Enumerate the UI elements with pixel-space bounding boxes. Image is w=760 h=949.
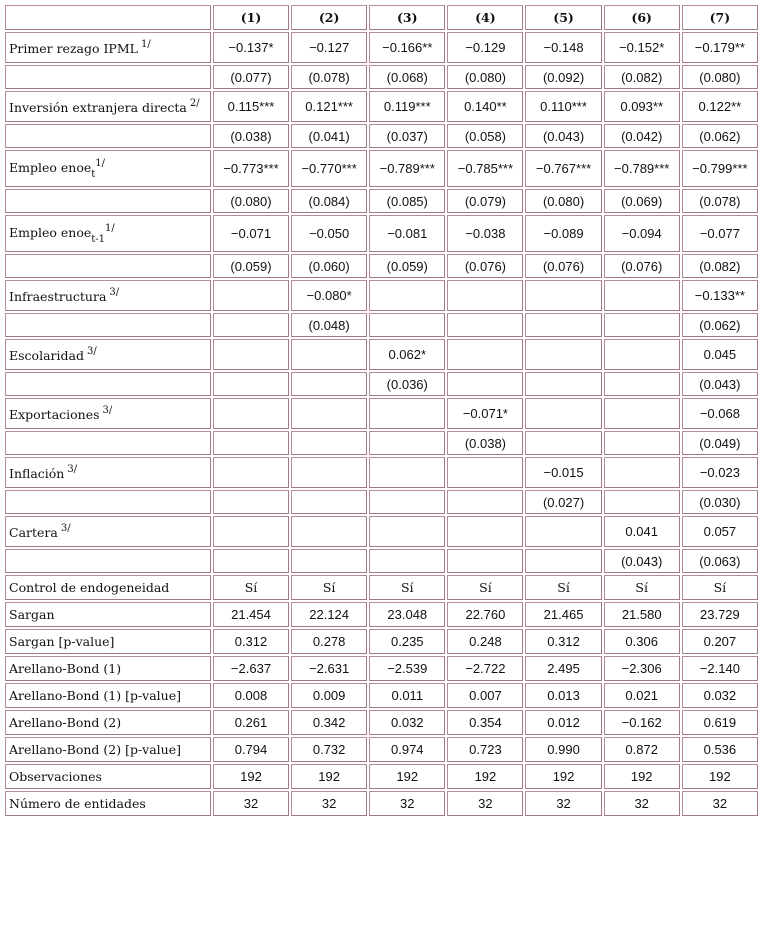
coefficient-cell <box>525 516 601 547</box>
empty-label-cell <box>5 313 211 337</box>
coefficient-cell <box>291 516 367 547</box>
standard-error-cell <box>213 431 289 455</box>
coefficient-cell: −0.148 <box>525 32 601 63</box>
empty-label-cell <box>5 431 211 455</box>
standard-error-cell: (0.078) <box>291 65 367 89</box>
statistic-cell: 21.454 <box>213 602 289 627</box>
coefficient-row <box>5 91 758 122</box>
statistic-cell: 0.261 <box>213 710 289 735</box>
standard-error-row <box>5 431 758 455</box>
standard-error-row <box>5 124 758 148</box>
statistic-cell: −2.140 <box>682 656 758 681</box>
standard-error-cell: (0.043) <box>682 372 758 396</box>
standard-error-cell: (0.048) <box>291 313 367 337</box>
statistic-cell: 0.012 <box>525 710 601 735</box>
statistic-label: Arellano-Bond (1) [p-value] <box>5 683 211 708</box>
standard-error-cell: (0.063) <box>682 549 758 573</box>
statistic-row <box>5 791 758 816</box>
statistic-cell: −2.637 <box>213 656 289 681</box>
variable-label <box>5 280 211 311</box>
standard-error-row <box>5 490 758 514</box>
standard-error-cell: (0.069) <box>604 189 680 213</box>
column-header: (3) <box>369 5 445 30</box>
statistic-cell: 192 <box>213 764 289 789</box>
footnote-marker: 3/ <box>67 464 78 475</box>
statistic-row <box>5 764 758 789</box>
coefficient-cell: 0.119*** <box>369 91 445 122</box>
statistic-cell: 192 <box>447 764 523 789</box>
standard-error-cell <box>213 490 289 514</box>
coefficient-cell: −0.015 <box>525 457 601 488</box>
statistic-cell: −2.722 <box>447 656 523 681</box>
coefficient-cell: −0.127 <box>291 32 367 63</box>
statistic-cell: 21.465 <box>525 602 601 627</box>
standard-error-cell: (0.078) <box>682 189 758 213</box>
standard-error-cell: (0.084) <box>291 189 367 213</box>
coefficient-cell <box>369 398 445 429</box>
standard-error-cell: (0.062) <box>682 124 758 148</box>
coefficient-row <box>5 339 758 370</box>
standard-error-row <box>5 65 758 89</box>
variable-label <box>5 32 211 63</box>
table-body <box>5 5 758 816</box>
coefficient-cell: −0.773*** <box>213 150 289 187</box>
coefficient-cell: 0.110*** <box>525 91 601 122</box>
standard-error-cell <box>525 549 601 573</box>
statistic-label: Arellano-Bond (2) <box>5 710 211 735</box>
statistic-cell: 22.760 <box>447 602 523 627</box>
statistic-cell: 0.032 <box>682 683 758 708</box>
standard-error-cell <box>447 372 523 396</box>
standard-error-cell: (0.068) <box>369 65 445 89</box>
coefficient-cell: −0.038 <box>447 215 523 252</box>
column-header: (2) <box>291 5 367 30</box>
coefficient-cell: 0.045 <box>682 339 758 370</box>
coefficient-cell: −0.789*** <box>604 150 680 187</box>
standard-error-cell: (0.079) <box>447 189 523 213</box>
coefficient-cell: −0.068 <box>682 398 758 429</box>
coefficient-cell <box>525 339 601 370</box>
footnote-marker: 3/ <box>102 405 113 416</box>
coefficient-cell <box>447 516 523 547</box>
header-row <box>5 5 758 30</box>
coefficient-cell: −0.799*** <box>682 150 758 187</box>
standard-error-cell <box>369 549 445 573</box>
coefficient-row <box>5 280 758 311</box>
coefficient-cell <box>291 398 367 429</box>
footnote-marker: 3/ <box>60 523 71 534</box>
variable-name: Inflación <box>9 466 65 481</box>
coefficient-cell: −0.050 <box>291 215 367 252</box>
coefficient-cell <box>447 457 523 488</box>
standard-error-cell: (0.092) <box>525 65 601 89</box>
statistic-cell: 21.580 <box>604 602 680 627</box>
standard-error-cell: (0.060) <box>291 254 367 278</box>
statistic-cell: 0.872 <box>604 737 680 762</box>
statistic-cell: 32 <box>447 791 523 816</box>
standard-error-cell <box>447 313 523 337</box>
statistic-row <box>5 575 758 600</box>
statistic-cell: 192 <box>682 764 758 789</box>
coefficient-row <box>5 215 758 252</box>
coefficient-row <box>5 516 758 547</box>
statistic-cell: 0.619 <box>682 710 758 735</box>
statistic-label: Sargan <box>5 602 211 627</box>
coefficient-cell: 0.093** <box>604 91 680 122</box>
coefficient-cell <box>213 516 289 547</box>
standard-error-cell <box>447 490 523 514</box>
standard-error-cell: (0.059) <box>369 254 445 278</box>
standard-error-cell: (0.036) <box>369 372 445 396</box>
variable-name: Cartera <box>9 525 58 540</box>
statistic-label: Sargan [p-value] <box>5 629 211 654</box>
standard-error-cell <box>604 431 680 455</box>
coefficient-cell: 0.122** <box>682 91 758 122</box>
statistic-label: Número de entidades <box>5 791 211 816</box>
statistic-cell: Sí <box>525 575 601 600</box>
standard-error-cell <box>213 313 289 337</box>
coefficient-cell: −0.071 <box>213 215 289 252</box>
standard-error-cell: (0.082) <box>604 65 680 89</box>
coefficient-cell: −0.080* <box>291 280 367 311</box>
standard-error-cell: (0.038) <box>447 431 523 455</box>
standard-error-cell <box>604 372 680 396</box>
statistic-row <box>5 602 758 627</box>
statistic-cell: 32 <box>213 791 289 816</box>
standard-error-cell: (0.059) <box>213 254 289 278</box>
standard-error-cell <box>604 490 680 514</box>
statistic-cell: Sí <box>213 575 289 600</box>
variable-label <box>5 457 211 488</box>
statistic-label: Arellano-Bond (2) [p-value] <box>5 737 211 762</box>
statistic-cell: 32 <box>525 791 601 816</box>
statistic-cell: 192 <box>525 764 601 789</box>
coefficient-cell: 0.041 <box>604 516 680 547</box>
variable-subscript: t <box>91 168 96 180</box>
standard-error-row <box>5 189 758 213</box>
coefficient-cell <box>369 516 445 547</box>
statistic-cell: Sí <box>291 575 367 600</box>
coefficient-cell: −0.770*** <box>291 150 367 187</box>
standard-error-row <box>5 313 758 337</box>
standard-error-cell: (0.080) <box>447 65 523 89</box>
standard-error-cell <box>369 431 445 455</box>
statistic-cell: 0.013 <box>525 683 601 708</box>
variable-name: Inversión extranjera directa <box>9 100 187 115</box>
statistic-cell: Sí <box>604 575 680 600</box>
standard-error-row <box>5 254 758 278</box>
coefficient-cell: −0.081 <box>369 215 445 252</box>
coefficient-row <box>5 457 758 488</box>
variable-name: Infraestructura <box>9 289 107 304</box>
standard-error-row <box>5 372 758 396</box>
standard-error-cell <box>525 313 601 337</box>
statistic-cell: Sí <box>369 575 445 600</box>
empty-label-cell <box>5 124 211 148</box>
statistic-row <box>5 737 758 762</box>
statistic-cell: 23.729 <box>682 602 758 627</box>
coefficient-cell <box>213 280 289 311</box>
coefficient-cell: 0.140** <box>447 91 523 122</box>
coefficient-cell: −0.137* <box>213 32 289 63</box>
coefficient-cell: −0.152* <box>604 32 680 63</box>
coefficient-cell: −0.129 <box>447 32 523 63</box>
coefficient-cell <box>447 339 523 370</box>
standard-error-cell <box>604 313 680 337</box>
empty-label-cell <box>5 189 211 213</box>
coefficient-cell <box>447 280 523 311</box>
statistic-label: Arellano-Bond (1) <box>5 656 211 681</box>
column-header: (7) <box>682 5 758 30</box>
footnote-marker: 1/ <box>105 222 115 234</box>
coefficient-cell <box>604 457 680 488</box>
statistic-cell: 32 <box>369 791 445 816</box>
variable-label <box>5 516 211 547</box>
statistic-cell: −2.631 <box>291 656 367 681</box>
coefficient-cell: −0.789*** <box>369 150 445 187</box>
statistic-cell: 0.990 <box>525 737 601 762</box>
coefficient-cell <box>291 457 367 488</box>
statistic-cell: −2.306 <box>604 656 680 681</box>
standard-error-cell <box>213 549 289 573</box>
coefficient-cell: −0.089 <box>525 215 601 252</box>
statistic-cell: 23.048 <box>369 602 445 627</box>
statistic-cell: 0.732 <box>291 737 367 762</box>
coefficient-cell: −0.094 <box>604 215 680 252</box>
variable-name: Exportaciones <box>9 407 100 422</box>
statistic-cell: 0.011 <box>369 683 445 708</box>
statistic-cell: 0.248 <box>447 629 523 654</box>
standard-error-cell <box>291 549 367 573</box>
standard-error-cell: (0.058) <box>447 124 523 148</box>
statistic-cell: 0.032 <box>369 710 445 735</box>
statistic-cell: 0.021 <box>604 683 680 708</box>
coefficient-cell <box>604 339 680 370</box>
statistic-row <box>5 710 758 735</box>
coefficient-cell: −0.077 <box>682 215 758 252</box>
standard-error-cell: (0.085) <box>369 189 445 213</box>
statistic-cell: 22.124 <box>291 602 367 627</box>
coefficient-cell: −0.179** <box>682 32 758 63</box>
variable-subscript: t-1 <box>91 233 106 245</box>
column-header: (5) <box>525 5 601 30</box>
statistic-cell: 0.007 <box>447 683 523 708</box>
statistic-cell: 32 <box>682 791 758 816</box>
empty-label-cell <box>5 65 211 89</box>
standard-error-row <box>5 549 758 573</box>
standard-error-cell: (0.038) <box>213 124 289 148</box>
statistic-cell: 0.342 <box>291 710 367 735</box>
coefficient-cell <box>213 339 289 370</box>
statistic-row <box>5 683 758 708</box>
standard-error-cell <box>291 372 367 396</box>
statistic-label: Control de endogeneidad <box>5 575 211 600</box>
coefficient-cell: 0.121*** <box>291 91 367 122</box>
statistic-cell: 0.723 <box>447 737 523 762</box>
statistic-cell: 32 <box>604 791 680 816</box>
coefficient-row <box>5 32 758 63</box>
coefficient-cell <box>291 339 367 370</box>
empty-label-cell <box>5 254 211 278</box>
coefficient-cell: −0.023 <box>682 457 758 488</box>
coefficient-cell: −0.785*** <box>447 150 523 187</box>
variable-name: Escolaridad <box>9 348 84 363</box>
coefficient-row <box>5 150 758 187</box>
variable-label <box>5 91 211 122</box>
statistic-cell: 32 <box>291 791 367 816</box>
standard-error-cell: (0.043) <box>604 549 680 573</box>
statistic-cell: 192 <box>291 764 367 789</box>
standard-error-cell <box>213 372 289 396</box>
coefficient-cell: −0.133** <box>682 280 758 311</box>
variable-label <box>5 215 211 252</box>
coefficient-cell <box>369 280 445 311</box>
statistic-cell: 0.278 <box>291 629 367 654</box>
footnote-marker: 3/ <box>109 287 120 298</box>
standard-error-cell: (0.030) <box>682 490 758 514</box>
coefficient-cell <box>213 457 289 488</box>
standard-error-cell <box>291 490 367 514</box>
variable-name: Empleo enoe <box>9 159 92 175</box>
coefficient-cell: 0.062* <box>369 339 445 370</box>
statistic-cell: 0.312 <box>525 629 601 654</box>
coefficient-cell: −0.071* <box>447 398 523 429</box>
regression-results-table <box>3 3 760 818</box>
statistic-cell: 0.207 <box>682 629 758 654</box>
standard-error-cell: (0.041) <box>291 124 367 148</box>
statistic-cell: 0.306 <box>604 629 680 654</box>
statistic-cell: 0.312 <box>213 629 289 654</box>
statistic-cell: 0.008 <box>213 683 289 708</box>
statistic-cell: 0.009 <box>291 683 367 708</box>
statistic-cell: 192 <box>369 764 445 789</box>
empty-label-cell <box>5 490 211 514</box>
standard-error-cell: (0.027) <box>525 490 601 514</box>
standard-error-cell: (0.043) <box>525 124 601 148</box>
column-header: (1) <box>213 5 289 30</box>
coefficient-cell <box>525 398 601 429</box>
statistic-cell: 0.536 <box>682 737 758 762</box>
statistic-cell: −2.539 <box>369 656 445 681</box>
column-header: (6) <box>604 5 680 30</box>
coefficient-cell <box>604 280 680 311</box>
statistic-cell: 2.495 <box>525 656 601 681</box>
statistic-label: Observaciones <box>5 764 211 789</box>
statistic-cell: −0.162 <box>604 710 680 735</box>
header-corner-cell <box>5 5 211 30</box>
statistic-cell: 192 <box>604 764 680 789</box>
statistic-row <box>5 656 758 681</box>
statistic-cell: 0.235 <box>369 629 445 654</box>
variable-name: Empleo enoe <box>9 224 92 240</box>
standard-error-cell <box>525 431 601 455</box>
standard-error-cell: (0.062) <box>682 313 758 337</box>
standard-error-cell: (0.037) <box>369 124 445 148</box>
standard-error-cell: (0.080) <box>525 189 601 213</box>
footnote-marker: 2/ <box>189 98 200 109</box>
statistic-cell: Sí <box>682 575 758 600</box>
variable-name: Primer rezago IPML <box>9 41 138 56</box>
standard-error-cell <box>525 372 601 396</box>
coefficient-cell: 0.057 <box>682 516 758 547</box>
statistic-cell: Sí <box>447 575 523 600</box>
column-header: (4) <box>447 5 523 30</box>
standard-error-cell: (0.049) <box>682 431 758 455</box>
standard-error-cell <box>291 431 367 455</box>
standard-error-cell: (0.082) <box>682 254 758 278</box>
standard-error-cell: (0.076) <box>525 254 601 278</box>
footnote-marker: 3/ <box>86 346 97 357</box>
standard-error-cell: (0.080) <box>213 189 289 213</box>
coefficient-cell: −0.767*** <box>525 150 601 187</box>
coefficient-cell <box>604 398 680 429</box>
footnote-marker: 1/ <box>95 157 106 169</box>
standard-error-cell: (0.080) <box>682 65 758 89</box>
empty-label-cell <box>5 372 211 396</box>
empty-label-cell <box>5 549 211 573</box>
coefficient-cell <box>213 398 289 429</box>
variable-label <box>5 339 211 370</box>
coefficient-cell: −0.166** <box>369 32 445 63</box>
standard-error-cell: (0.042) <box>604 124 680 148</box>
footnote-marker: 1/ <box>140 39 151 50</box>
statistic-cell: 0.354 <box>447 710 523 735</box>
variable-label <box>5 150 211 187</box>
statistic-row <box>5 629 758 654</box>
coefficient-row <box>5 398 758 429</box>
standard-error-cell <box>369 490 445 514</box>
statistic-cell: 0.794 <box>213 737 289 762</box>
standard-error-cell: (0.076) <box>447 254 523 278</box>
statistic-cell: 0.974 <box>369 737 445 762</box>
standard-error-cell <box>447 549 523 573</box>
coefficient-cell <box>369 457 445 488</box>
standard-error-cell: (0.077) <box>213 65 289 89</box>
variable-label <box>5 398 211 429</box>
coefficient-cell <box>525 280 601 311</box>
standard-error-cell <box>369 313 445 337</box>
standard-error-cell: (0.076) <box>604 254 680 278</box>
coefficient-cell: 0.115*** <box>213 91 289 122</box>
